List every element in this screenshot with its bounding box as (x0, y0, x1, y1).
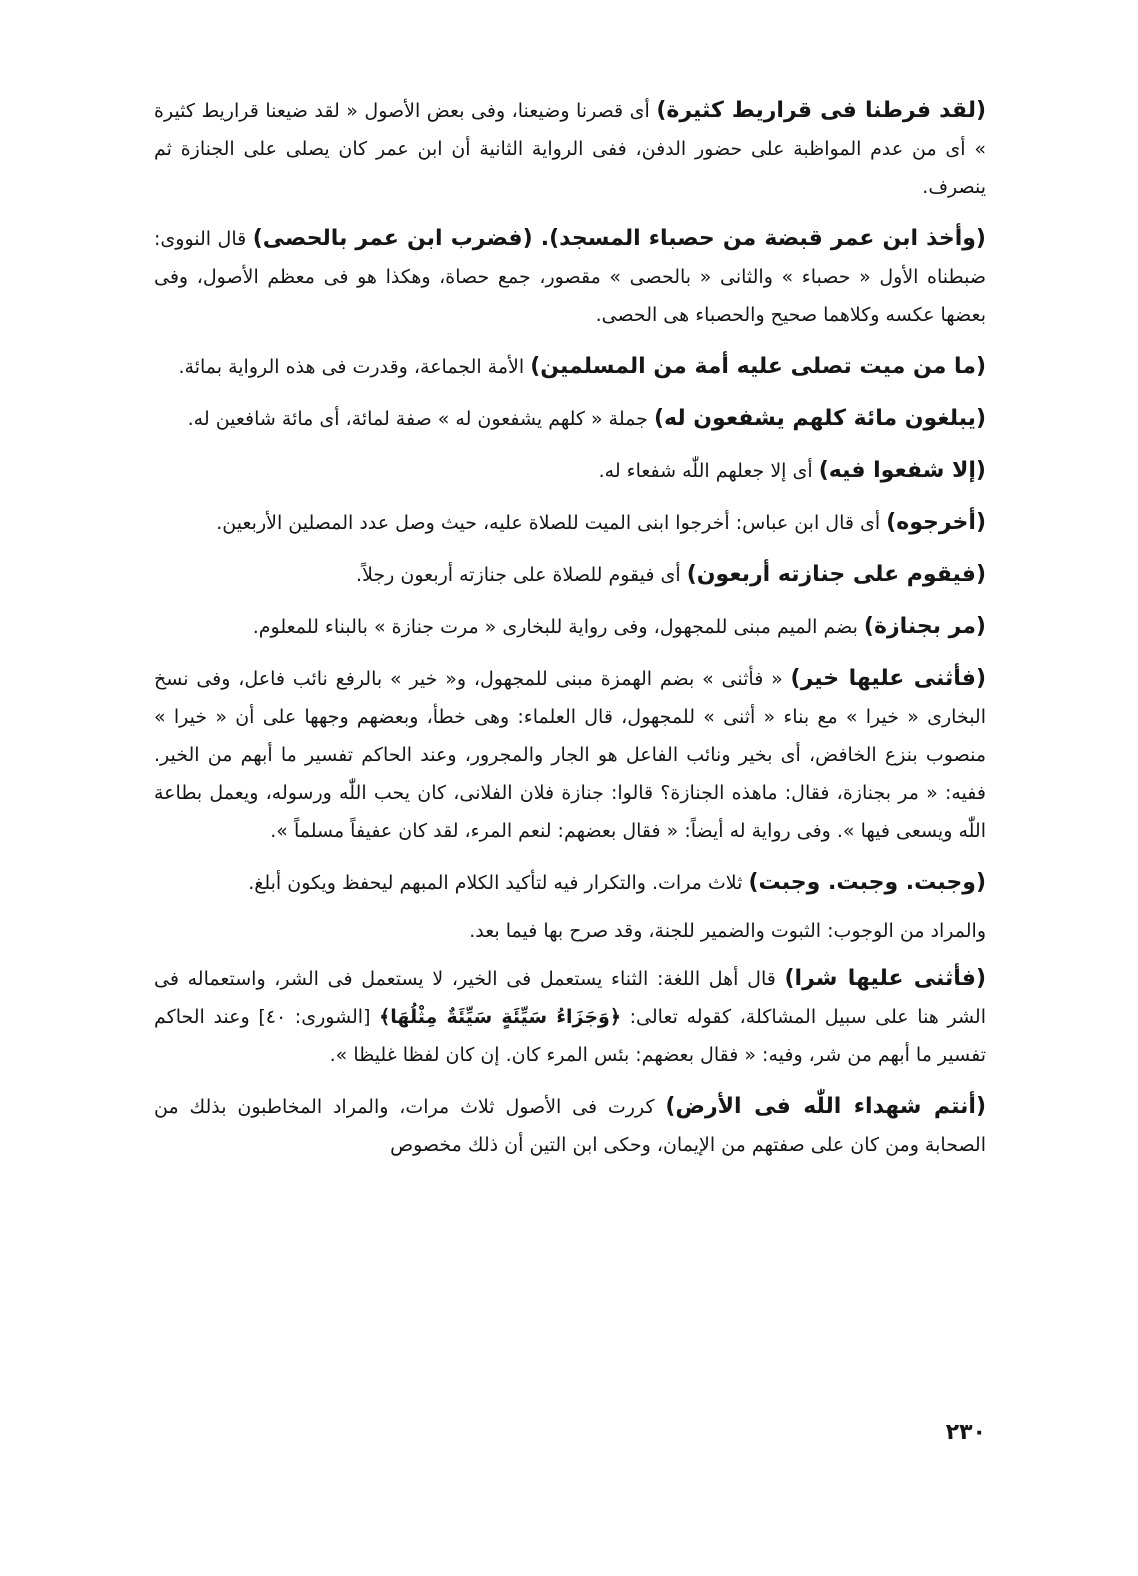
paragraph-13 (154, 1088, 986, 1164)
paragraph-4 (154, 400, 986, 438)
page-body (154, 92, 986, 1178)
commentary: أى فيقوم للصلاة على جنازته أربعون رجلاً. (356, 564, 687, 586)
paragraph-6 (154, 504, 986, 542)
commentary: جملة « كلهم يشفعون له » صفة لمائة، أى مائة شافعين له. (187, 408, 654, 430)
paragraph-11 (154, 912, 986, 950)
paragraph-9 (154, 660, 986, 850)
commentary: ثلاث مرات. والتكرار فيه لتأكيد الكلام المبهم ليحفظ ويكون أبلغ. (248, 872, 749, 894)
paragraph-2 (154, 220, 986, 334)
commentary: قال أهل اللغة: الثناء يستعمل فى الخير، لا يستعمل فى الشر، واستعماله فى الشر هنا على سبيل المشاكلة، كقوله تعالى: (154, 968, 986, 1028)
commentary: أى إلا جعلهم اللّٰه شفعاء له. (598, 460, 819, 482)
lemma: (مر بجنازة) (863, 614, 986, 639)
paragraph-1 (154, 92, 986, 206)
commentary: « فأثنى » بضم الهمزة مبنى للمجهول، و« خير » بالرفع نائب فاعل، وفى نسخ البخارى « خيرا » مع بناء « أثنى » للمجهول، قال العلماء: وهى خطأ، وبعضهم وجهها على أن « خيرا » منصوب بنزع الخافض، أى بخير ونائب الفاعل هو الجار والمجرور، وعند الحاكم تفسير ما أبهم من الخير. ففيه: « مر بجنازة، فقال: ماهذه الجنازة؟ قالوا: جنازة فلان الفلانى، كان يحب اللّٰه ورسوله، ويعمل بطاعة اللّٰه ويسعى فيها ». وفى رواية له أيضاً: « فقال بعضهم: لنعم المرء، لقد كان عفيفاً مسلماً ». (154, 668, 986, 842)
commentary: [الشورى: ٤٠] وعند الحاكم تفسير ما أبهم من شر، وفيه: « فقال بعضهم: بئس المرء كان. إن كان لفظا غليظا ». (154, 1006, 986, 1066)
lemma: (لقد فرطنا فى قراريط كثيرة) (656, 98, 987, 123)
lemma: (أخرجوه) (886, 510, 986, 535)
lemma: (وأخذ ابن عمر قبضة من حصباء المسجد). (فضرب ابن عمر بالحصى) (252, 226, 986, 251)
lemma: (وجبت. وجبت. وجبت) (748, 870, 986, 895)
paragraph-7 (154, 556, 986, 594)
lemma: (فأثنى عليها خير) (790, 666, 986, 691)
lemma: (أنتم شهداء اللّٰه فى الأرض) (665, 1094, 986, 1119)
commentary: والمراد من الوجوب: الثبوت والضمير للجنة، وقد صرح بها فيما بعد. (469, 920, 986, 942)
quran-verse: ﴿وَجَزَاءُ سَيِّئَةٍ سَيِّئَةٌ مِثْلُهَا﴾ (379, 1006, 622, 1028)
lemma: (يبلغون مائة كلهم يشفعون له) (653, 406, 986, 431)
lemma: (فأثنى عليها شرا) (784, 966, 987, 991)
paragraph-10 (154, 864, 986, 902)
lemma: (إلا شفعوا فيه) (818, 458, 986, 483)
page-number: ٢٣٠ (945, 1420, 986, 1445)
lemma: (ما من ميت تصلى عليه أمة من المسلمين) (530, 354, 986, 379)
paragraph-5 (154, 452, 986, 490)
paragraph-8 (154, 608, 986, 646)
commentary: بضم الميم مبنى للمجهول، وفى رواية للبخارى « مرت جنازة » بالبناء للمعلوم. (252, 616, 864, 638)
lemma: (فيقوم على جنازته أربعون) (686, 562, 986, 587)
commentary: أى قال ابن عباس: أخرجوا ابنى الميت للصلاة عليه، حيث وصل عدد المصلين الأربعين. (216, 512, 887, 534)
paragraph-3 (154, 348, 986, 386)
commentary: أى قصرنا وضيعنا، وفى بعض الأصول « لقد ضيعنا قراريط كثيرة » أى من عدم المواظبة على حضور الدفن، ففى الرواية الثانية أن ابن عمر كان يصلى على الجنازة ثم ينصرف. (154, 100, 986, 198)
commentary: الأمة الجماعة، وقدرت فى هذه الرواية بمائة. (178, 356, 531, 378)
paragraph-12 (154, 960, 986, 1074)
commentary: قال النووى: ضبطناه الأول « حصباء » والثانى « بالحصى » مقصور، جمع حصاة، وهكذا هو فى معظم الأصول، وفى بعضها عكسه وكلاهما صحيح والحصباء هى الحصى. (154, 228, 986, 326)
commentary: كررت فى الأصول ثلاث مرات، والمراد المخاطبون بذلك من الصحابة ومن كان على صفتهم من الإيمان، وحكى ابن التين أن ذلك مخصوص (154, 1096, 986, 1156)
